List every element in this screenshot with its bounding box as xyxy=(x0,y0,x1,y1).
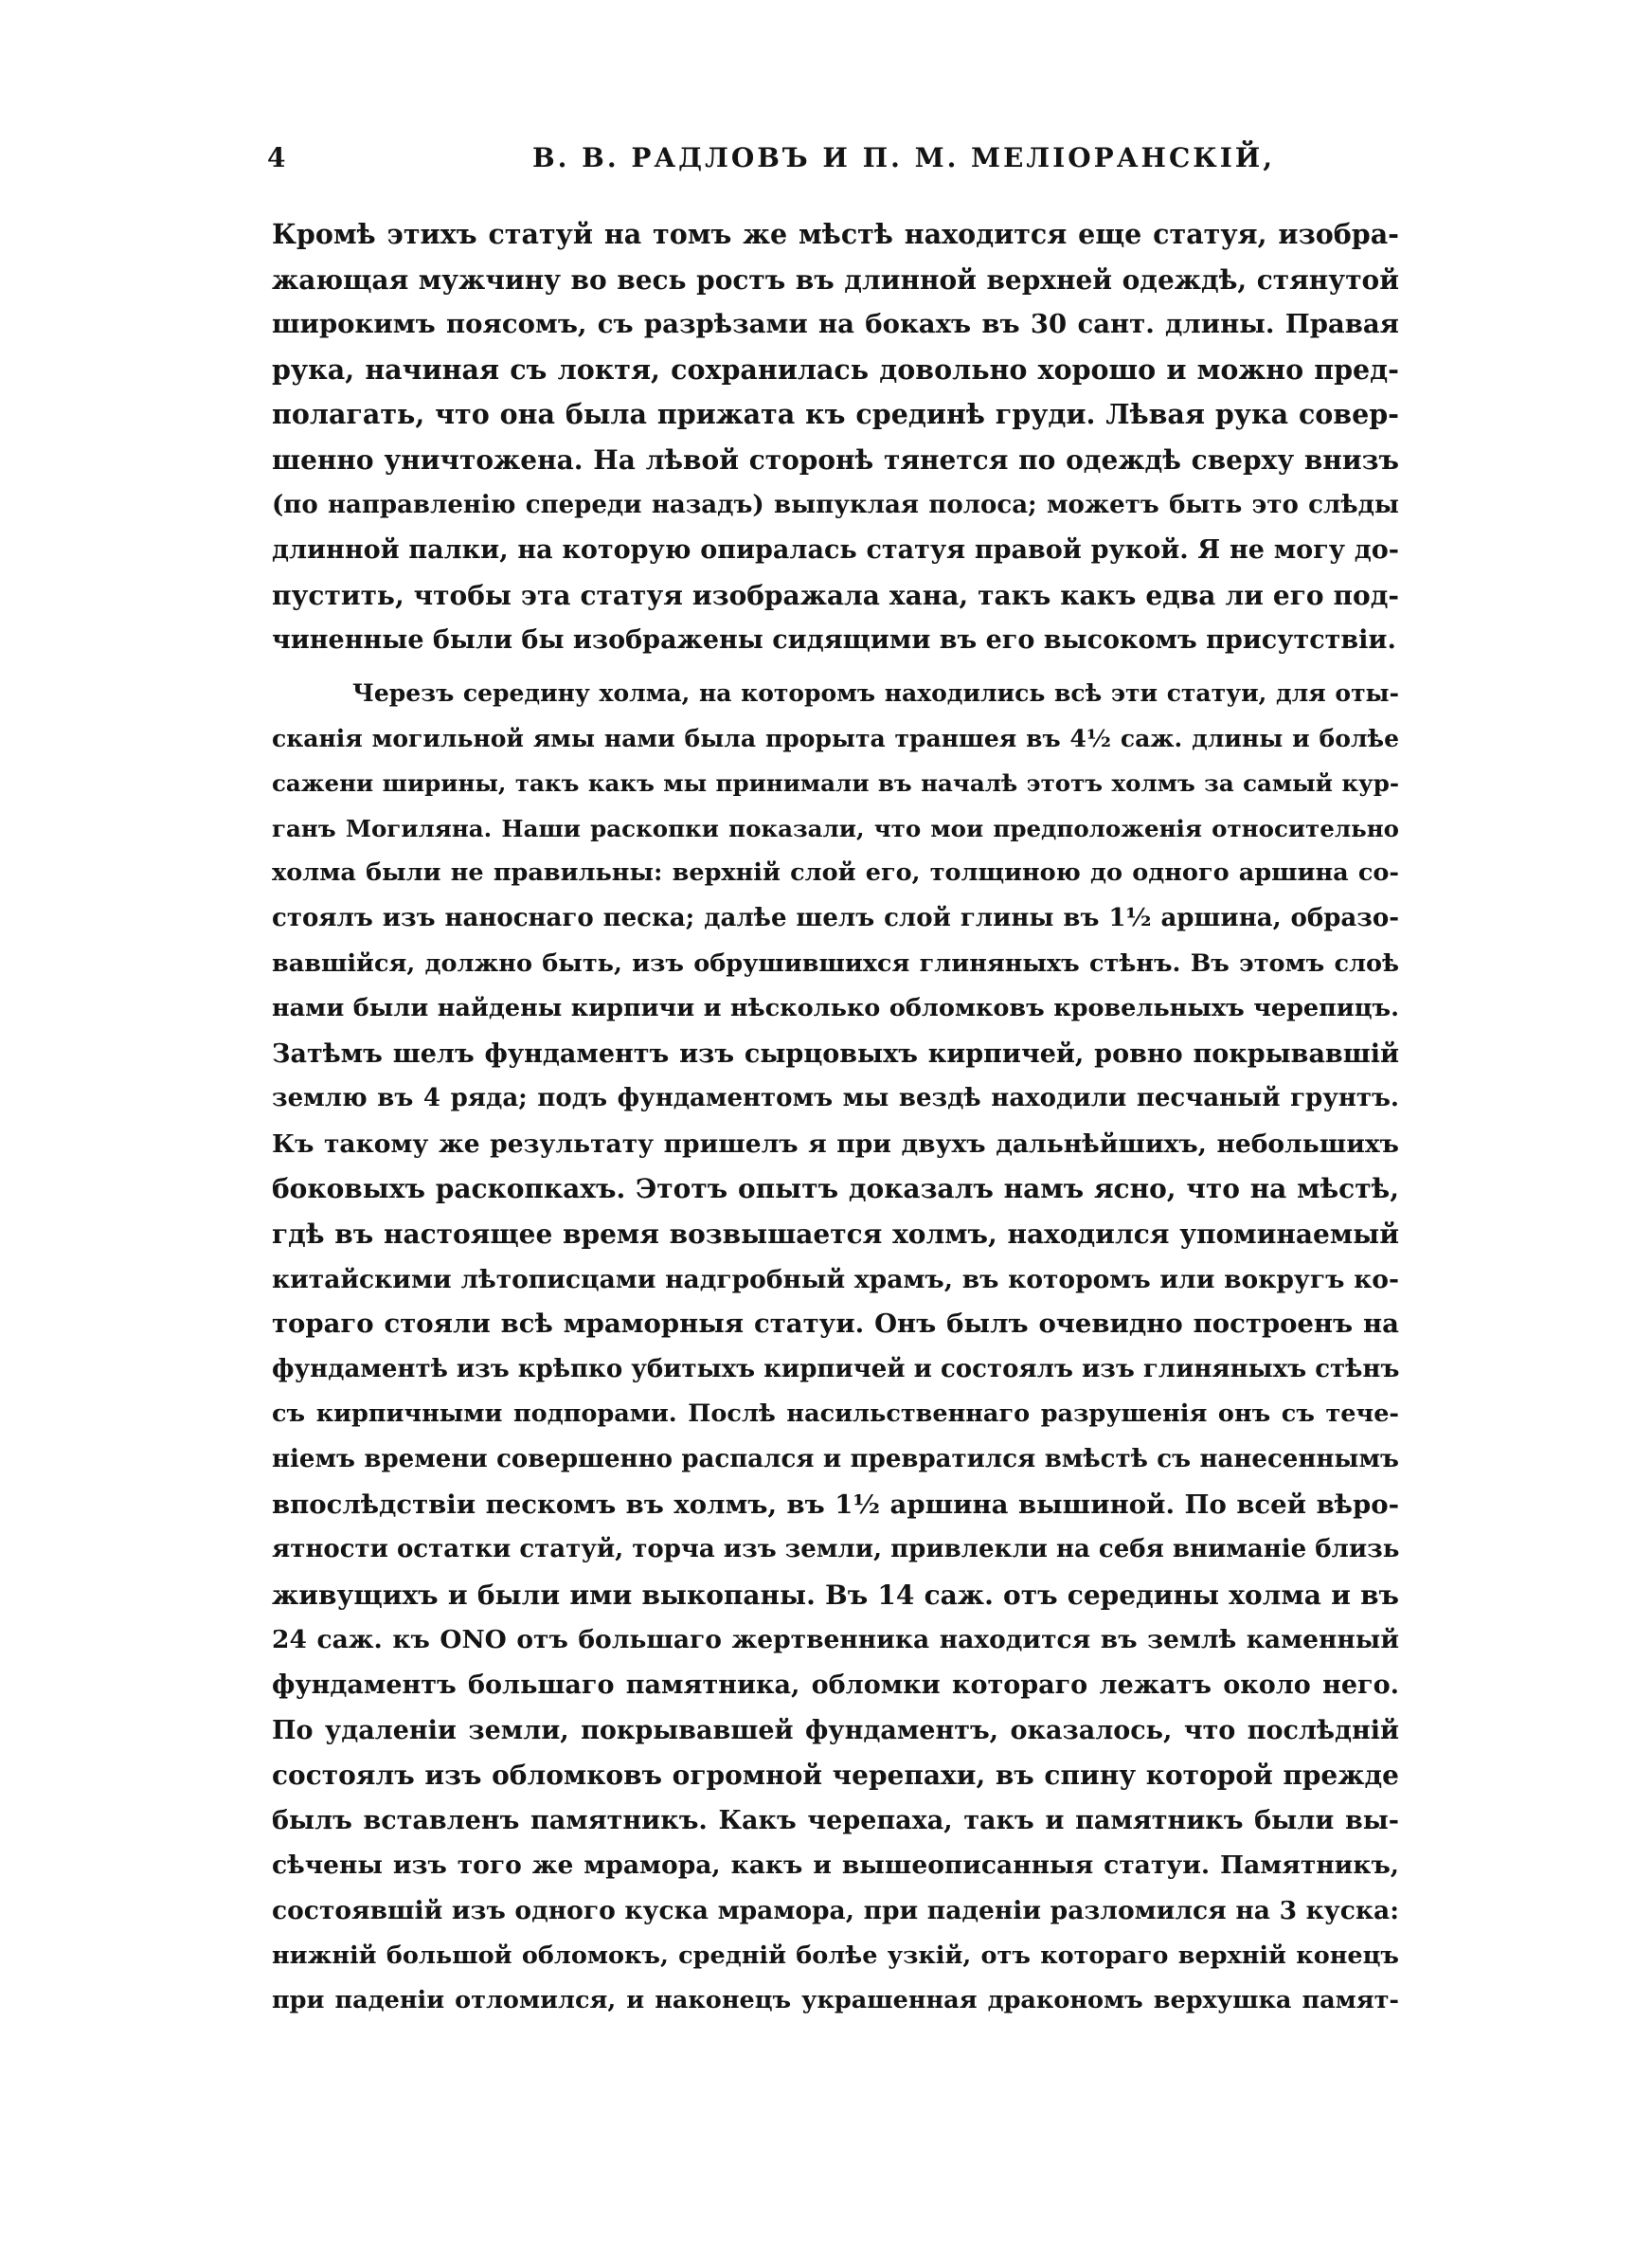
body-text xyxy=(272,212,1399,2024)
page-number: 4 xyxy=(267,142,287,173)
text-line: широкимъ поясомъ, съ разрѣзами на бокахъ въ 30 сант. длины. Правая xyxy=(272,309,1399,340)
text-line: нижній большой обломокъ, средній болѣе узкій, отъ котораго верхній конецъ xyxy=(272,1941,1399,1970)
text-line: рука, начиная съ локтя, сохранилась довольно хорошо и можно пред- xyxy=(272,352,1399,386)
text-line: боковыхъ раскопкахъ. Этотъ опытъ доказалъ намъ ясно, что на мѣстѣ, xyxy=(272,1173,1399,1205)
text-line: гдѣ въ настоящее время возвышается холмъ, находился упоминаемый xyxy=(272,1219,1399,1251)
text-line: ніемъ времени совершенно распался и превратился вмѣстѣ съ нанесеннымъ xyxy=(272,1445,1399,1474)
text-line: чиненные были бы изображены сидящими въ его высокомъ присутствіи. xyxy=(272,625,1396,656)
text-line: стоялъ изъ наноснаго песка; далѣе шелъ слой глины въ 1½ аршина, образо- xyxy=(272,903,1399,932)
paragraph-gap xyxy=(272,663,1399,671)
text-line: сканія могильной ямы нами была прорыта траншея въ 4½ саж. длины и болѣе xyxy=(272,724,1399,752)
text-line: фундаментѣ изъ крѣпко убитыхъ кирпичей и состоялъ изъ глиняныхъ стѣнъ xyxy=(272,1354,1399,1383)
paragraph-1 xyxy=(272,212,1399,663)
text-line: китайскими лѣтописцами надгробный храмъ, въ которомъ или вокругъ ко- xyxy=(272,1264,1399,1294)
text-line: вавшійся, должно быть, изъ обрушившихся глиняныхъ стѣнъ. Въ этомъ слоѣ xyxy=(272,948,1399,978)
text-line: нами были найдены кирпичи и нѣсколько обломковъ кровельныхъ черепицъ. xyxy=(272,994,1399,1023)
text-line: ганъ Могиляна. Наши раскопки показали, что мои предположенія относительно xyxy=(272,814,1399,842)
text-line: длинной палки, на которую опиралась статуя правой рукой. Я не могу до- xyxy=(272,535,1399,566)
text-line: пустить, чтобы эта статуя изображала хана, такъ какъ едва ли его под- xyxy=(272,579,1399,611)
text-line: былъ вставленъ памятникъ. Какъ черепаха, такъ и памятникъ были вы- xyxy=(272,1805,1399,1835)
text-line: землю въ 4 ряда; подъ фундаментомъ мы вездѣ находили песчаный грунтъ. xyxy=(272,1084,1399,1113)
text-line: 24 саж. къ ONO отъ большаго жертвенника находится въ землѣ каменный xyxy=(272,1625,1399,1655)
text-line: ятности остатки статуй, торча изъ земли, привлекли на себя вниманіе близь xyxy=(272,1535,1399,1564)
text-line: съ кирпичными подпорами. Послѣ насильственнаго разрушенія онъ съ тече- xyxy=(272,1399,1399,1429)
running-head xyxy=(267,142,1404,180)
text-line: Къ такому же результату пришелъ я при двухъ дальнѣйшихъ, небольшихъ xyxy=(272,1128,1399,1159)
text-line: Кромѣ этихъ статуй на томъ же мѣстѣ находится еще статуя, изобра- xyxy=(272,218,1399,250)
text-line: состоявшій изъ одного куска мрамора, при паденіи разломился на 3 куска: xyxy=(272,1895,1399,1925)
text-line: при паденіи отломился, и наконецъ украшенная дракономъ верхушка памят- xyxy=(272,1986,1399,2015)
text-line: Черезъ середину холма, на которомъ находились всѣ эти статуи, для оты- xyxy=(352,678,1399,707)
text-line: впослѣдствіи пескомъ въ холмъ, въ 1½ аршина вышиной. По всей вѣро- xyxy=(272,1489,1399,1520)
text-line: жающая мужчину во весь ростъ въ длинной верхней одеждѣ, стянутой xyxy=(272,263,1399,296)
text-line: сажени ширины, такъ какъ мы принимали въ началѣ этотъ холмъ за самый кур- xyxy=(272,769,1399,798)
text-line: состоялъ изъ обломковъ огромной черепахи, въ спину которой прежде xyxy=(272,1760,1399,1792)
text-line: холма были не правильны: верхній слой его, толщиною до одного аршина со- xyxy=(272,858,1399,888)
text-line: сѣчены изъ того же мрамора, какъ и вышеописанныя статуи. Памятникъ, xyxy=(272,1851,1399,1881)
text-line: Затѣмъ шелъ фундаментъ изъ сырцовыхъ кирпичей, ровно покрывавшій xyxy=(272,1038,1399,1069)
paragraph-2 xyxy=(272,671,1399,2024)
text-line: По удаленіи земли, покрывавшей фундаментъ, оказалось, что послѣдній xyxy=(272,1715,1399,1745)
text-line: фундаментъ большаго памятника, обломки котораго лежатъ около него. xyxy=(272,1670,1399,1700)
text-line: живущихъ и были ими выкопаны. Въ 14 саж. отъ середины холма и въ xyxy=(272,1579,1399,1611)
text-line: шенно уничтожена. На лѣвой сторонѣ тянется по одеждѣ сверху внизъ xyxy=(272,443,1399,476)
text-line: (по направленію спереди назадъ) выпуклая полоса; можетъ быть это слѣды xyxy=(272,490,1399,519)
text-line: тораго стояли всѣ мраморныя статуи. Онъ былъ очевидно построенъ на xyxy=(272,1309,1399,1340)
text-line: полагать, что она была прижата къ срединѣ груди. Лѣвая рука совер- xyxy=(272,398,1399,431)
header-title: В. В. РАДЛОВЪ И П. М. МЕЛІОРАНСКІЙ, xyxy=(532,142,1276,173)
